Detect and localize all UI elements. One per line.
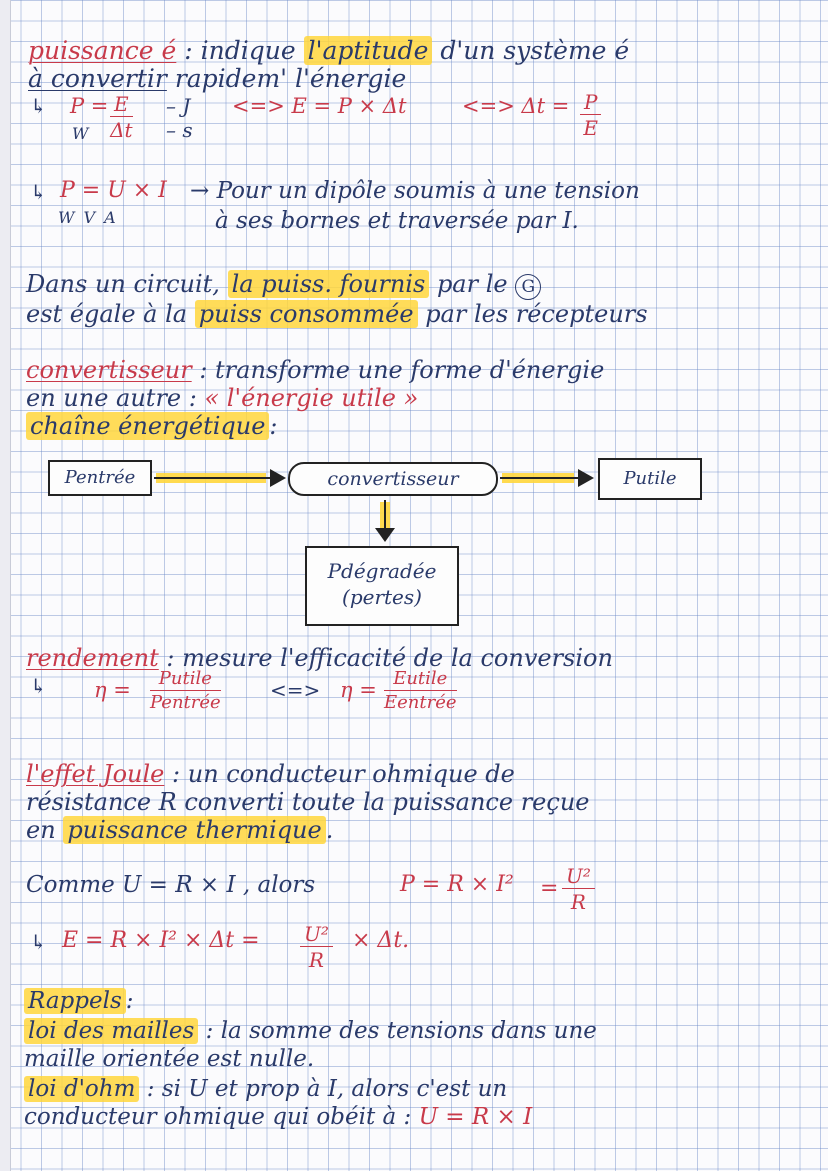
label-pdegradee: Pdégradée [327, 559, 437, 583]
highlight-chaine-energetique: chaîne énergétique [26, 412, 269, 440]
highlight-loi-mailles: loi des mailles [24, 1018, 198, 1044]
fraction-num: U² [300, 924, 333, 947]
formula-p-ui: P = U × I [60, 178, 167, 203]
line-chaine [26, 414, 278, 438]
text-rapidement: rapidem' l'énergie [174, 64, 407, 93]
formula-eta-1: η = [94, 678, 131, 702]
highlight-rappels: Rappels [24, 988, 126, 1014]
text-transforme: : transforme une forme d'énergie [199, 356, 605, 384]
fraction-eutile-over-eentree [384, 670, 457, 712]
term-rendement: rendement [26, 644, 159, 672]
arrow-convertisseur-to-utile [498, 466, 598, 492]
fraction-num: P [580, 92, 601, 115]
text-convertir: à convertir [28, 64, 167, 93]
line-convertir [28, 66, 406, 91]
equiv-symbol: <=> [270, 678, 321, 702]
text-mesure: : mesure l'efficacité de la conversion [166, 644, 613, 672]
unit-second: – s [166, 118, 193, 142]
label-pertes: (pertes) [342, 585, 422, 609]
line-egale [26, 302, 648, 326]
highlight-puissance-thermique: puissance thermique [63, 816, 325, 844]
line-resistance: résistance R converti toute la puissance reçue [26, 788, 590, 816]
term-effet-joule: l'effet Joule [26, 760, 165, 788]
arrow-4: ↳ [30, 930, 47, 954]
text-en: en [26, 816, 56, 844]
line-convertisseur [26, 358, 604, 382]
fraction-den: R [308, 948, 324, 972]
fraction-num: E [110, 94, 133, 117]
arrow-3: ↳ [30, 674, 47, 698]
formula-p-ri2: P = R × I² [400, 872, 514, 897]
formula-u-ri: U = R × I [418, 1104, 533, 1130]
arrow-2: ↳ [30, 180, 47, 204]
line-puissance-thermique [26, 818, 333, 842]
fraction-putile-over-pentree [150, 670, 221, 712]
colon: : [269, 412, 278, 440]
units-w-v-a: W V A [58, 208, 118, 227]
fraction-u2-over-r [562, 866, 595, 912]
text-recepteurs: par les récepteurs [425, 300, 648, 328]
line-comme: Comme U = R × I , alors [26, 872, 316, 898]
text-en-une-autre: en une autre : [26, 384, 197, 412]
generator-symbol: G [515, 274, 541, 300]
line-puissance [28, 38, 629, 63]
box-putile: Putile [598, 458, 702, 500]
formula-dt-tail: × Δt. [352, 928, 410, 953]
line-loi-ohm [24, 1078, 507, 1101]
fraction-num: Putile [150, 670, 221, 691]
unit-joule: – J [166, 94, 191, 118]
fraction-den: Δt [110, 118, 133, 142]
arrow-entree-to-convertisseur [152, 466, 290, 492]
text-somme-tensions: : la somme des tensions dans une [205, 1018, 597, 1044]
unit-watt: W [72, 124, 89, 143]
page-edge [0, 0, 11, 1171]
text-indique: : indique [184, 36, 296, 65]
fraction-den: R [570, 890, 586, 914]
text-energie-utile: « l'énergie utile » [204, 384, 419, 412]
formula-eta-2: η = [340, 678, 377, 702]
formula-e-equals: <=> E = P × Δt [232, 94, 407, 118]
text-est-egale: est égale à la [26, 300, 188, 328]
text-bornes: à ses bornes et traversée par I. [215, 208, 579, 234]
text-dans-circuit: Dans un circuit, [26, 270, 220, 298]
fraction-den: Pentrée [150, 692, 221, 713]
line-conducteur-ohmique [24, 1106, 532, 1129]
highlight-loi-ohm: loi d'ohm [24, 1076, 139, 1102]
box-pentree: Pentrée [48, 460, 152, 496]
line-dans-circuit [26, 272, 541, 300]
line-rendement [26, 646, 613, 670]
fraction-u2-over-r-2 [300, 924, 333, 970]
line-loi-mailles [24, 1020, 597, 1043]
text-obeit: conducteur ohmique qui obéit à : [24, 1104, 412, 1130]
text-si-u-prop: : si U et prop à I, alors c'est un [146, 1076, 508, 1102]
formula-equals: = [540, 876, 559, 901]
fraction-den: Eentrée [384, 692, 457, 713]
highlight-aptitude: l'aptitude [304, 36, 433, 65]
fraction-e-over-dt [110, 94, 133, 140]
box-convertisseur: convertisseur [288, 462, 498, 496]
fraction-p-over-e [580, 92, 601, 138]
term-puissance: puissance é [28, 36, 177, 65]
fraction-den: E [583, 116, 599, 140]
formula-p-label: P = [70, 94, 109, 118]
line-maille-orientee: maille orientée est nulle. [24, 1046, 315, 1072]
highlight-puiss-fournis: la puiss. fournis [228, 270, 430, 298]
arrow-1: ↳ [30, 94, 47, 118]
fraction-num: U² [562, 866, 595, 889]
colon: : [125, 988, 134, 1014]
line-rappels [24, 990, 134, 1013]
term-convertisseur: convertisseur [26, 356, 192, 384]
formula-dt-equals: <=> Δt = [462, 94, 570, 118]
formula-e-ri2dt: E = R × I² × Δt = [62, 928, 260, 953]
line-effet-joule [26, 762, 515, 786]
text-systeme: d'un système é [440, 36, 630, 65]
fraction-num: Eutile [384, 670, 457, 691]
arrow-convertisseur-to-degradee [370, 498, 400, 546]
box-pdegradee [305, 546, 459, 626]
text-period: . [325, 816, 334, 844]
text-conducteur: : un conducteur ohmique de [172, 760, 515, 788]
highlight-puiss-consommee: puiss consommée [195, 300, 418, 328]
text-dipole: → Pour un dipôle soumis à une tension [190, 178, 640, 204]
text-par-le: par le [436, 270, 508, 298]
line-en-une-autre [26, 386, 418, 410]
